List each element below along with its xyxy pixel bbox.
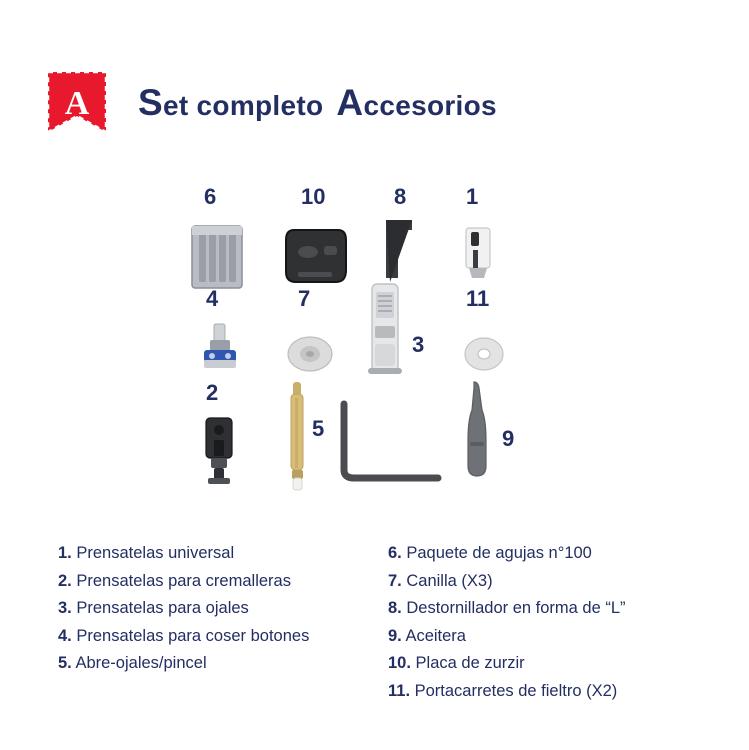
- legend-column-left: [58, 540, 388, 678]
- legend-text-8: Destornillador en forma de “L”: [406, 599, 626, 617]
- header: [46, 70, 646, 160]
- legend-item-9: [388, 623, 718, 651]
- zipper-foot-icon: [194, 416, 244, 490]
- item-9: [446, 374, 556, 504]
- legend-text-10: Placa de zurzir: [415, 654, 525, 672]
- legend-text-9: Aceitera: [405, 626, 466, 645]
- svg-text:A: A: [64, 85, 90, 122]
- item-number-7: 7: [298, 286, 311, 311]
- item-number-10: 10: [301, 184, 326, 209]
- needle-pack-icon: [190, 224, 244, 290]
- page-title: [138, 80, 497, 129]
- legend-number-6: 6.: [388, 544, 402, 562]
- legend-text-5: Abre-ojales/pincel: [75, 654, 207, 672]
- buttonhole-foot-icon: [358, 282, 414, 378]
- legend-number-11: 11.: [388, 681, 411, 700]
- ribbon-a-icon: [46, 70, 108, 152]
- item-number-6: 6: [204, 184, 217, 209]
- legend-item-11: [388, 678, 718, 706]
- legend-number-8: 8.: [388, 599, 402, 617]
- item-number-8: 8: [394, 184, 407, 209]
- item-number-5: 5: [312, 416, 325, 441]
- item-number-2: 2: [206, 380, 219, 405]
- item-6: [186, 184, 266, 294]
- title-cap-1: S: [138, 82, 163, 123]
- accessory-illustrations: [0, 168, 749, 508]
- darning-plate-icon: [284, 226, 348, 288]
- legend-item-10: [388, 650, 718, 678]
- item-number-3: 3: [412, 332, 425, 357]
- legend-number-9: 9.: [388, 626, 402, 645]
- legend-item-1: [58, 540, 388, 568]
- legend-number-5: 5.: [58, 654, 72, 672]
- legend-item-2: [58, 568, 388, 596]
- legend-item-4: [58, 623, 388, 651]
- legend-number-10: 10.: [388, 654, 411, 672]
- legend-item-5: [58, 650, 388, 678]
- item-number-11: 11: [466, 286, 490, 311]
- title-rest-2: ccesorios: [363, 90, 497, 121]
- l-key-illustration: [336, 400, 456, 490]
- legend-number-3: 3.: [58, 599, 72, 617]
- legend-number-4: 4.: [58, 626, 72, 645]
- felt-spool-holder-icon: [460, 332, 508, 376]
- legend-text-4: Prensatelas para coser botones: [76, 626, 310, 645]
- button-sewing-foot-icon: [198, 322, 242, 378]
- legend-item-6: [388, 540, 718, 568]
- item-number-4: 4: [206, 286, 219, 311]
- legend-text-3: Prensatelas para ojales: [76, 599, 249, 617]
- title-cap-2: A: [336, 82, 364, 123]
- legend-text-7: Canilla (X3): [406, 571, 493, 590]
- title-rest-1: et completo: [162, 90, 324, 121]
- item-number-9: 9: [502, 426, 515, 451]
- l-wrench-icon: [336, 400, 446, 486]
- bobbin-icon: [284, 332, 336, 376]
- legend-item-7: [388, 568, 718, 596]
- legend-item-8: [388, 595, 718, 623]
- legend-column-right: [388, 540, 718, 705]
- oiler-icon: [460, 380, 496, 480]
- legend-text-1: Prensatelas universal: [76, 544, 235, 562]
- legend-number-7: 7.: [388, 571, 402, 590]
- legend-item-3: [58, 595, 388, 623]
- legend-text-6: Paquete de agujas n°100: [406, 544, 592, 562]
- legend-number-2: 2.: [58, 571, 72, 590]
- seam-ripper-brush-icon: [284, 380, 312, 492]
- legend-number-1: 1.: [58, 544, 72, 562]
- legend-text-2: Prensatelas para cremalleras: [76, 571, 291, 590]
- legend-text-11: Portacarretes de fieltro (X2): [414, 681, 618, 700]
- item-2: [186, 380, 266, 500]
- item-number-1: 1: [466, 184, 479, 209]
